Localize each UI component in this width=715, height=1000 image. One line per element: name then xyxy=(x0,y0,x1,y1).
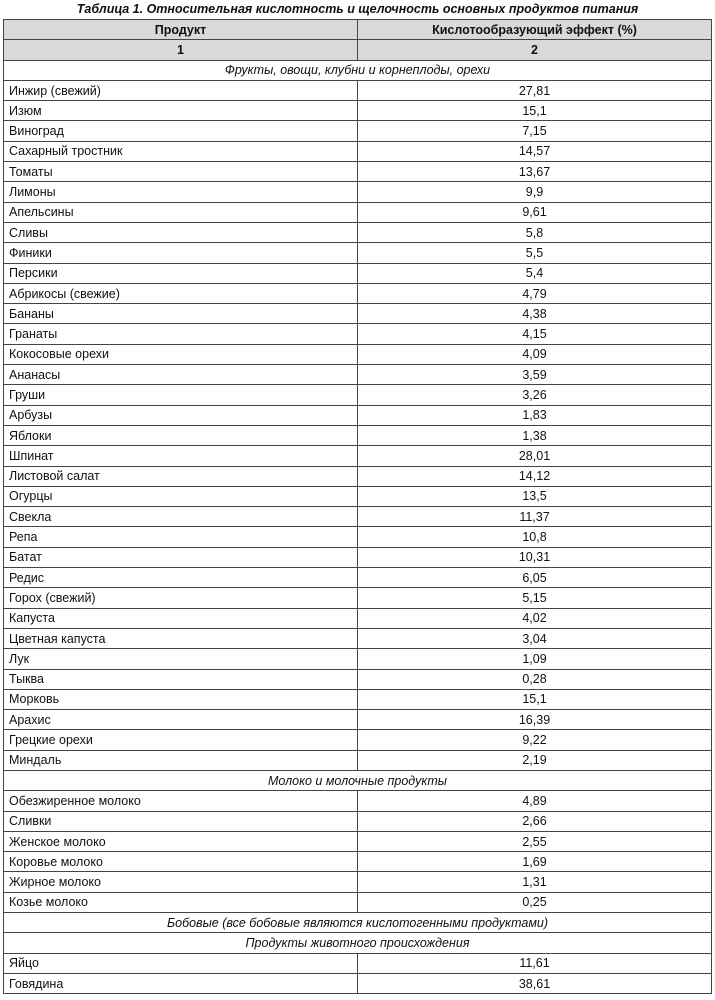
table-row xyxy=(4,486,712,506)
column-header-effect: Кислотообразующий эффект (%) xyxy=(358,20,712,40)
table-row xyxy=(4,202,712,222)
product-name-cell: Кокосовые орехи xyxy=(4,344,358,364)
product-name-cell: Гранаты xyxy=(4,324,358,344)
acid-effect-cell: 3,26 xyxy=(358,385,712,405)
table-row xyxy=(4,811,712,831)
product-name-cell: Сливки xyxy=(4,811,358,831)
acid-effect-cell: 2,55 xyxy=(358,831,712,851)
product-name-cell: Яблоки xyxy=(4,425,358,445)
table-row xyxy=(4,365,712,385)
table-row xyxy=(4,831,712,851)
product-name-cell: Сливы xyxy=(4,222,358,242)
column-number-2: 2 xyxy=(358,40,712,60)
section-header-row xyxy=(4,60,712,80)
product-name-cell: Бананы xyxy=(4,304,358,324)
acid-effect-cell: 16,39 xyxy=(358,710,712,730)
table-row xyxy=(4,446,712,466)
table-row xyxy=(4,162,712,182)
column-number-1: 1 xyxy=(4,40,358,60)
product-name-cell: Говядина xyxy=(4,973,358,993)
acid-effect-cell: 10,31 xyxy=(358,547,712,567)
acid-effect-cell: 4,89 xyxy=(358,791,712,811)
table-caption: Таблица 1. Относительная кислотность и щелочность основных продуктов питания xyxy=(76,2,639,16)
acid-effect-cell: 5,15 xyxy=(358,588,712,608)
acid-effect-cell: 4,02 xyxy=(358,608,712,628)
product-name-cell: Персики xyxy=(4,263,358,283)
table-row xyxy=(4,649,712,669)
acid-effect-cell: 5,8 xyxy=(358,222,712,242)
table-row xyxy=(4,689,712,709)
acidity-table xyxy=(3,19,712,994)
section-title: Молоко и молочные продукты xyxy=(4,770,712,790)
product-name-cell: Огурцы xyxy=(4,486,358,506)
product-name-cell: Лук xyxy=(4,649,358,669)
acid-effect-cell: 11,61 xyxy=(358,953,712,973)
product-name-cell: Грецкие орехи xyxy=(4,730,358,750)
table-row xyxy=(4,710,712,730)
column-header-product: Продукт xyxy=(4,20,358,40)
table-row xyxy=(4,852,712,872)
acid-effect-cell: 4,38 xyxy=(358,304,712,324)
product-name-cell: Цветная капуста xyxy=(4,628,358,648)
table-row xyxy=(4,141,712,161)
acid-effect-cell: 1,31 xyxy=(358,872,712,892)
product-name-cell: Женское молоко xyxy=(4,831,358,851)
table-row xyxy=(4,304,712,324)
product-name-cell: Свекла xyxy=(4,507,358,527)
acid-effect-cell: 4,15 xyxy=(358,324,712,344)
table-row xyxy=(4,750,712,770)
acid-effect-cell: 1,83 xyxy=(358,405,712,425)
product-name-cell: Козье молоко xyxy=(4,892,358,912)
product-name-cell: Сахарный тростник xyxy=(4,141,358,161)
table-row xyxy=(4,101,712,121)
product-name-cell: Обезжиренное молоко xyxy=(4,791,358,811)
product-name-cell: Жирное молоко xyxy=(4,872,358,892)
product-name-cell: Арбузы xyxy=(4,405,358,425)
acid-effect-cell: 38,61 xyxy=(358,973,712,993)
acid-effect-cell: 1,38 xyxy=(358,425,712,445)
acid-effect-cell: 1,69 xyxy=(358,852,712,872)
section-title: Бобовые (все бобовые являются кислотогенными продуктами) xyxy=(4,913,712,933)
product-name-cell: Виноград xyxy=(4,121,358,141)
acid-effect-cell: 15,1 xyxy=(358,689,712,709)
product-name-cell: Изюм xyxy=(4,101,358,121)
table-row xyxy=(4,892,712,912)
table-row xyxy=(4,344,712,364)
product-name-cell: Редис xyxy=(4,568,358,588)
column-number-row xyxy=(4,40,712,60)
table-row xyxy=(4,80,712,100)
product-name-cell: Инжир (свежий) xyxy=(4,80,358,100)
table-row xyxy=(4,507,712,527)
table-row xyxy=(4,669,712,689)
table-row xyxy=(4,872,712,892)
table-row xyxy=(4,466,712,486)
acid-effect-cell: 27,81 xyxy=(358,80,712,100)
acid-effect-cell: 13,67 xyxy=(358,162,712,182)
table-row xyxy=(4,568,712,588)
acid-effect-cell: 5,4 xyxy=(358,263,712,283)
table-row xyxy=(4,628,712,648)
section-title: Фрукты, овощи, клубни и корнеплоды, орехи xyxy=(4,60,712,80)
product-name-cell: Апельсины xyxy=(4,202,358,222)
section-header-row xyxy=(4,770,712,790)
table-row xyxy=(4,953,712,973)
table-row xyxy=(4,283,712,303)
product-name-cell: Листовой салат xyxy=(4,466,358,486)
acid-effect-cell: 1,09 xyxy=(358,649,712,669)
table-row xyxy=(4,324,712,344)
acid-effect-cell: 3,04 xyxy=(358,628,712,648)
acid-effect-cell: 11,37 xyxy=(358,507,712,527)
acid-effect-cell: 5,5 xyxy=(358,243,712,263)
table-row xyxy=(4,588,712,608)
table-row xyxy=(4,121,712,141)
product-name-cell: Горох (свежий) xyxy=(4,588,358,608)
acid-effect-cell: 4,09 xyxy=(358,344,712,364)
table-row xyxy=(4,791,712,811)
acid-effect-cell: 2,19 xyxy=(358,750,712,770)
table-row xyxy=(4,608,712,628)
table-row xyxy=(4,243,712,263)
product-name-cell: Яйцо xyxy=(4,953,358,973)
product-name-cell: Томаты xyxy=(4,162,358,182)
acid-effect-cell: 0,28 xyxy=(358,669,712,689)
product-name-cell: Финики xyxy=(4,243,358,263)
product-name-cell: Груши xyxy=(4,385,358,405)
product-name-cell: Арахис xyxy=(4,710,358,730)
table-row xyxy=(4,973,712,993)
table-row xyxy=(4,527,712,547)
table-row xyxy=(4,263,712,283)
table-row xyxy=(4,405,712,425)
product-name-cell: Репа xyxy=(4,527,358,547)
product-name-cell: Абрикосы (свежие) xyxy=(4,283,358,303)
section-header-row xyxy=(4,913,712,933)
product-name-cell: Лимоны xyxy=(4,182,358,202)
acid-effect-cell: 0,25 xyxy=(358,892,712,912)
acid-effect-cell: 28,01 xyxy=(358,446,712,466)
product-name-cell: Миндаль xyxy=(4,750,358,770)
acid-effect-cell: 9,22 xyxy=(358,730,712,750)
section-title: Продукты животного происхождения xyxy=(4,933,712,953)
table-row xyxy=(4,385,712,405)
product-name-cell: Капуста xyxy=(4,608,358,628)
product-name-cell: Батат xyxy=(4,547,358,567)
acid-effect-cell: 6,05 xyxy=(358,568,712,588)
acid-effect-cell: 2,66 xyxy=(358,811,712,831)
table-row xyxy=(4,730,712,750)
table-row xyxy=(4,182,712,202)
acid-effect-cell: 7,15 xyxy=(358,121,712,141)
product-name-cell: Морковь xyxy=(4,689,358,709)
acid-effect-cell: 14,12 xyxy=(358,466,712,486)
product-name-cell: Тыква xyxy=(4,669,358,689)
table-body xyxy=(4,60,712,994)
acid-effect-cell: 10,8 xyxy=(358,527,712,547)
acid-effect-cell: 13,5 xyxy=(358,486,712,506)
acid-effect-cell: 4,79 xyxy=(358,283,712,303)
acid-effect-cell: 9,61 xyxy=(358,202,712,222)
section-header-row xyxy=(4,933,712,953)
product-name-cell: Шпинат xyxy=(4,446,358,466)
acid-effect-cell: 3,59 xyxy=(358,365,712,385)
table-row xyxy=(4,547,712,567)
table-row xyxy=(4,222,712,242)
table-row xyxy=(4,425,712,445)
product-name-cell: Ананасы xyxy=(4,365,358,385)
acid-effect-cell: 14,57 xyxy=(358,141,712,161)
product-name-cell: Коровье молоко xyxy=(4,852,358,872)
acid-effect-cell: 15,1 xyxy=(358,101,712,121)
table-header-row xyxy=(4,20,712,40)
acid-effect-cell: 9,9 xyxy=(358,182,712,202)
